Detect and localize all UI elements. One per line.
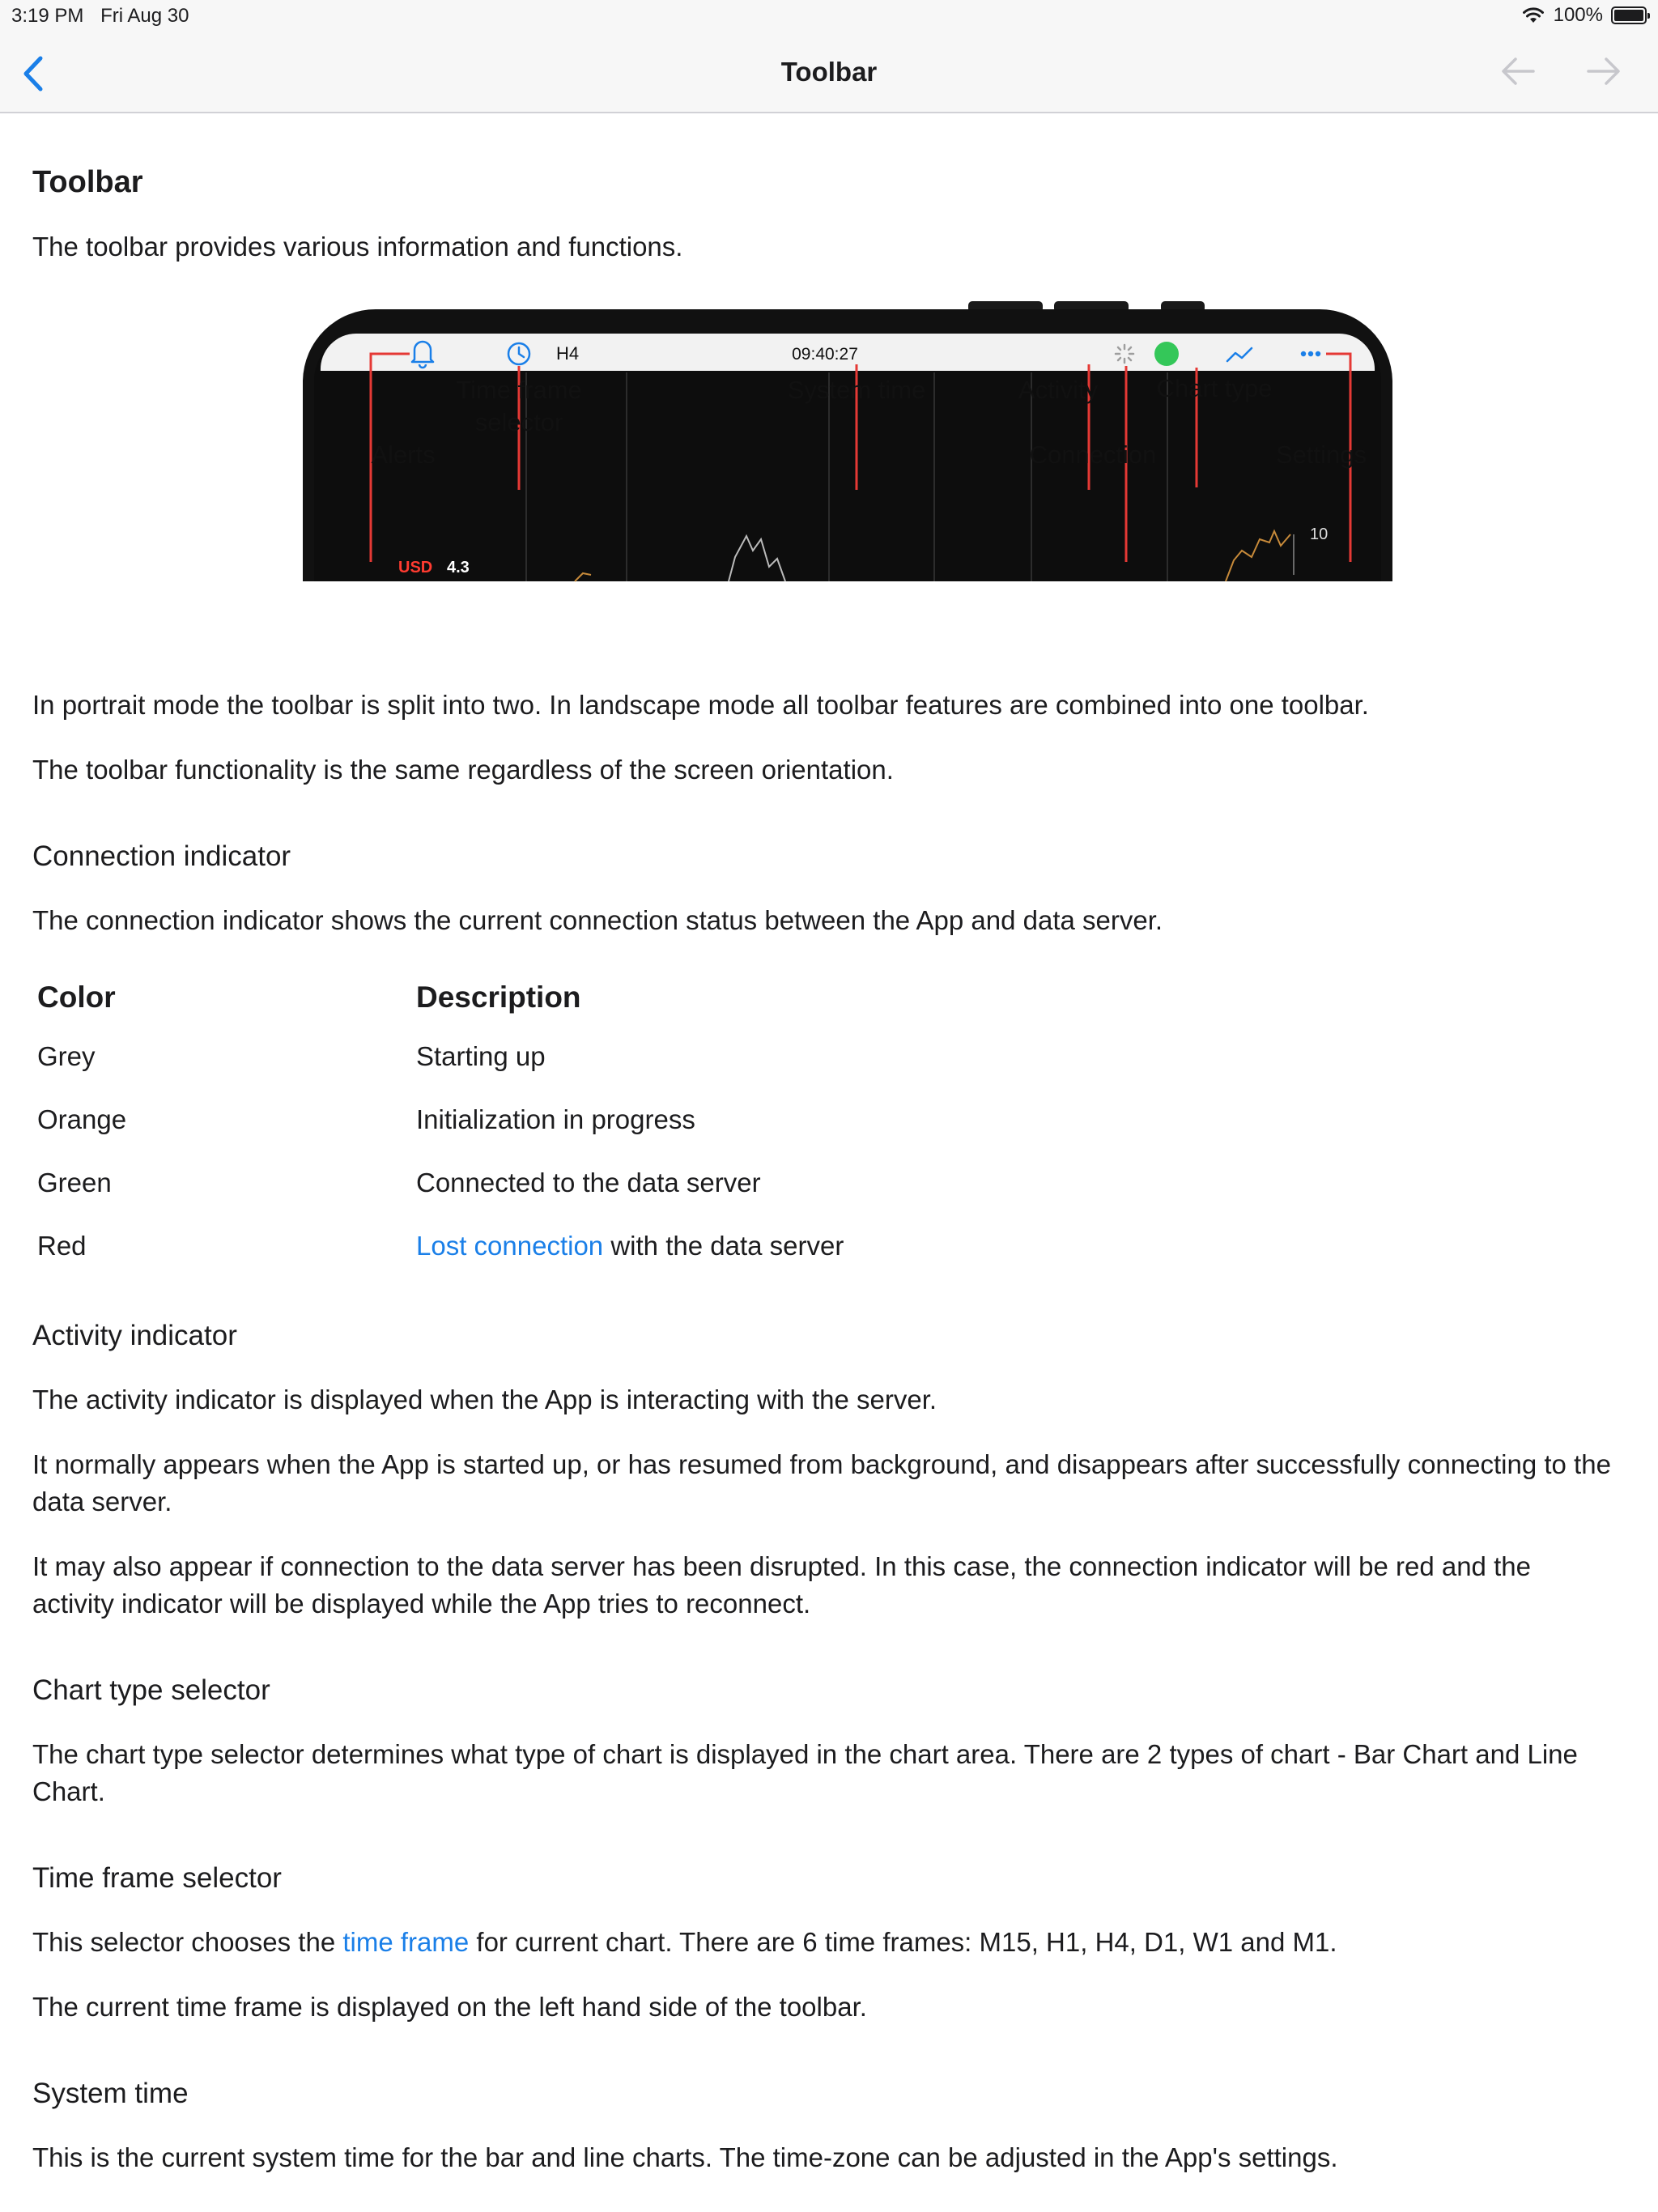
table-cell-description: Initialization in progress	[416, 1104, 695, 1134]
system-time-text: This is the current system time for the bar and line charts. The time-zone can be adjusted in the App's settings.	[32, 2142, 1338, 2172]
status-time: 3:19 PM	[11, 5, 84, 27]
wifi-icon	[1521, 6, 1545, 25]
callout-time-frame-line2: selector	[474, 408, 563, 436]
time-frame-heading: Time frame selector	[32, 1862, 282, 1894]
table-cell-description: Connected to the data server	[416, 1168, 761, 1197]
callout-time-frame-line1: Time frame	[456, 376, 582, 404]
toolbar-time-frame: H4	[556, 343, 580, 364]
table-cell-description-text: with the data server	[603, 1231, 844, 1261]
connection-heading: Connection indicator	[32, 840, 291, 872]
time-frame-link[interactable]: time frame	[342, 1927, 470, 1957]
status-bar-right	[1521, 4, 1647, 27]
status-date: Fri Aug 30	[100, 5, 189, 27]
time-frame-text-after: for current chart. There are 6 time frames: M15, H1, H4, D1, W1 and M1.	[469, 1927, 1337, 1957]
callout-settings: Settings	[1275, 440, 1367, 469]
table-cell-color: Green	[37, 1168, 112, 1197]
time-frame-text-2: The current time frame is displayed on the left hand side of the toolbar.	[32, 1992, 867, 2022]
chart-axis-value: 10	[1310, 525, 1329, 543]
time-frame-text-1	[32, 1924, 1619, 1961]
lost-connection-link[interactable]: Lost connection	[416, 1231, 604, 1261]
callout-connection: Connection	[1029, 440, 1157, 469]
time-frame-text-before: This selector chooses the	[32, 1927, 343, 1957]
toolbar-diagram	[303, 300, 1392, 583]
table-cell-description: Starting up	[416, 1041, 546, 1071]
table-row	[37, 1025, 1388, 1088]
nav-title: Toolbar	[780, 57, 878, 87]
callout-alerts: Alerts	[371, 440, 436, 469]
intro-text: The toolbar provides various information and functions.	[32, 232, 683, 262]
battery-percentage: 100%	[1553, 4, 1603, 26]
chart-currency: USD	[398, 559, 433, 576]
table-row	[37, 1151, 1388, 1214]
connection-description: The connection indicator shows the current connection status between the App and data server.	[32, 905, 1163, 935]
status-bar-left	[11, 5, 200, 28]
table-header-description: Description	[416, 981, 581, 1014]
table-row	[37, 1214, 1388, 1278]
connection-indicator-dot	[1154, 342, 1179, 366]
chart-type-heading: Chart type selector	[32, 1674, 270, 1706]
page-title: Toolbar	[32, 165, 143, 199]
system-time-heading: System time	[32, 2078, 189, 2109]
table-cell-color: Red	[37, 1231, 87, 1261]
table-cell-color: Grey	[37, 1041, 96, 1071]
connection-color-table	[37, 970, 1388, 1278]
orientation-text-2: The toolbar functionality is the same regardless of the screen orientation.	[32, 755, 894, 785]
activity-text-3: It may also appear if connection to the data server has been disrupted. In this case, the connection indicator will be red and the activity indicator will be displayed while the App tries to reconnect.	[32, 1551, 1531, 1619]
table-header-row	[37, 970, 1388, 1025]
activity-text-1: The activity indicator is displayed when the App is interacting with the server.	[32, 1385, 937, 1414]
callout-chart-type: Chart type	[1156, 374, 1273, 402]
arrow-left-icon[interactable]	[1499, 55, 1537, 87]
status-bar	[0, 0, 1658, 32]
callout-activity: Activity	[1018, 376, 1099, 404]
battery-icon	[1611, 6, 1647, 24]
activity-heading: Activity indicator	[32, 1320, 237, 1351]
chart-type-text: The chart type selector determines what type of chart is displayed in the chart area. There are 2 types of chart - Bar Chart and Line Chart.	[32, 1739, 1578, 1806]
table-cell-color: Orange	[37, 1104, 127, 1134]
table-row	[37, 1088, 1388, 1151]
more-dots-icon	[1301, 351, 1320, 356]
navigation-bar	[0, 32, 1658, 113]
table-header-color: Color	[37, 981, 116, 1014]
callout-system-time: System time	[787, 376, 926, 404]
arrow-right-icon[interactable]	[1585, 55, 1622, 87]
orientation-text-1: In portrait mode the toolbar is split into two. In landscape mode all toolbar features are combined into one toolbar.	[32, 690, 1369, 720]
toolbar-time: 09:40:27	[792, 345, 858, 364]
activity-text-2: It normally appears when the App is started up, or has resumed from background, and disappears after successfully connecting to the data server.	[32, 1449, 1611, 1516]
chart-value: 4.3	[447, 559, 470, 576]
table-cell-description	[416, 1214, 1388, 1278]
